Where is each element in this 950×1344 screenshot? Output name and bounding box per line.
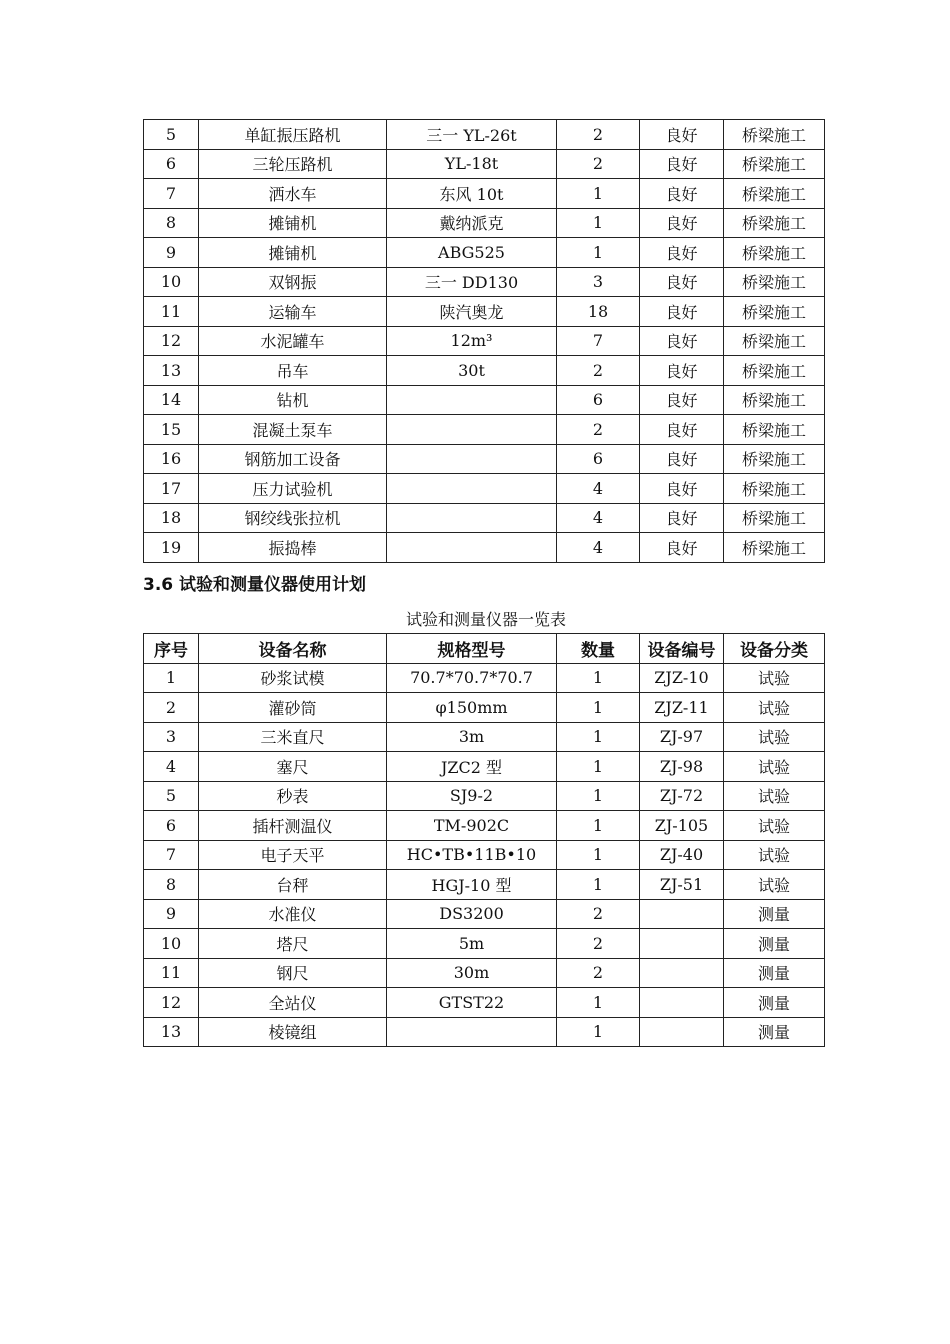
cell-index: 2 [144,693,199,723]
cell-index: 12 [144,326,199,356]
cell-category: 试验 [724,693,825,723]
cell-index: 11 [144,297,199,327]
cell-index: 6 [144,149,199,179]
table-row [144,693,825,723]
cell-quantity: 4 [557,503,640,533]
cell-name: 压力试验机 [199,474,387,504]
cell-category: 试验 [724,722,825,752]
cell-category: 试验 [724,870,825,900]
cell-code [640,958,724,988]
section-heading: 3.6 试验和测量仪器使用计划 [143,575,367,595]
header-model: 规格型号 [387,634,557,664]
table-row [144,503,825,533]
instrument-table-body [144,663,825,1047]
table-row [144,385,825,415]
cell-name: 电子天平 [199,840,387,870]
cell-name: 全站仪 [199,988,387,1018]
table-row [144,208,825,238]
cell-code: ZJ-51 [640,870,724,900]
cell-status: 良好 [640,238,724,268]
table-row [144,929,825,959]
cell-quantity: 4 [557,533,640,563]
cell-code [640,929,724,959]
cell-name: 吊车 [199,356,387,386]
cell-quantity: 6 [557,385,640,415]
table-row [144,120,825,150]
cell-model [387,533,557,563]
cell-index: 17 [144,474,199,504]
table-row [144,179,825,209]
cell-name: 三轮压路机 [199,149,387,179]
cell-code: ZJ-105 [640,811,724,841]
cell-category: 桥梁施工 [724,474,825,504]
cell-category: 桥梁施工 [724,267,825,297]
cell-index: 14 [144,385,199,415]
cell-model: SJ9-2 [387,781,557,811]
cell-status: 良好 [640,149,724,179]
cell-name: 棱镜组 [199,1017,387,1047]
cell-quantity: 2 [557,149,640,179]
cell-index: 9 [144,899,199,929]
cell-name: 台秤 [199,870,387,900]
cell-code [640,1017,724,1047]
table-row [144,870,825,900]
cell-model: TM-902C [387,811,557,841]
cell-model [387,1017,557,1047]
header-name: 设备名称 [199,634,387,664]
table-row [144,663,825,693]
cell-code [640,899,724,929]
cell-name: 洒水车 [199,179,387,209]
cell-index: 7 [144,179,199,209]
cell-status: 良好 [640,415,724,445]
cell-status: 良好 [640,120,724,150]
cell-category: 桥梁施工 [724,120,825,150]
header-quantity: 数量 [557,634,640,664]
table-row [144,297,825,327]
cell-name: 水准仪 [199,899,387,929]
cell-quantity: 1 [557,1017,640,1047]
cell-code: ZJ-72 [640,781,724,811]
table-header-row [144,634,825,664]
cell-quantity: 1 [557,811,640,841]
cell-category: 桥梁施工 [724,503,825,533]
cell-name: 钻机 [199,385,387,415]
table-row [144,356,825,386]
cell-quantity: 2 [557,120,640,150]
cell-model: 戴纳派克 [387,208,557,238]
cell-model: 3m [387,722,557,752]
table-row [144,840,825,870]
header-category: 设备分类 [724,634,825,664]
cell-name: 秒表 [199,781,387,811]
cell-name: 塔尺 [199,929,387,959]
cell-code: ZJ-40 [640,840,724,870]
cell-model: JZC2 型 [387,752,557,782]
table-row [144,415,825,445]
cell-code: ZJZ-10 [640,663,724,693]
cell-index: 11 [144,958,199,988]
cell-index: 19 [144,533,199,563]
table-row [144,899,825,929]
cell-model [387,385,557,415]
cell-index: 10 [144,929,199,959]
cell-category: 测量 [724,929,825,959]
instrument-table [143,633,825,1047]
cell-name: 摊铺机 [199,208,387,238]
cell-name: 双钢振 [199,267,387,297]
cell-quantity: 1 [557,693,640,723]
cell-quantity: 2 [557,415,640,445]
cell-category: 桥梁施工 [724,415,825,445]
table-row [144,444,825,474]
cell-category: 桥梁施工 [724,385,825,415]
cell-model [387,415,557,445]
cell-category: 桥梁施工 [724,326,825,356]
cell-quantity: 7 [557,326,640,356]
cell-category: 桥梁施工 [724,179,825,209]
cell-name: 三米直尺 [199,722,387,752]
cell-model: φ150mm [387,693,557,723]
cell-name: 插杆测温仪 [199,811,387,841]
cell-category: 测量 [724,1017,825,1047]
cell-quantity: 18 [557,297,640,327]
cell-category: 桥梁施工 [724,238,825,268]
cell-quantity: 1 [557,988,640,1018]
cell-index: 6 [144,811,199,841]
cell-quantity: 2 [557,899,640,929]
cell-category: 试验 [724,840,825,870]
table-row [144,752,825,782]
cell-index: 10 [144,267,199,297]
cell-model: 5m [387,929,557,959]
header-index: 序号 [144,634,199,664]
cell-index: 5 [144,120,199,150]
cell-name: 砂浆试模 [199,663,387,693]
cell-model: GTST22 [387,988,557,1018]
equipment-table-body [144,120,825,563]
cell-category: 桥梁施工 [724,533,825,563]
cell-name: 运输车 [199,297,387,327]
cell-model: HGJ-10 型 [387,870,557,900]
cell-status: 良好 [640,208,724,238]
cell-quantity: 2 [557,958,640,988]
cell-name: 钢尺 [199,958,387,988]
cell-model: 30m [387,958,557,988]
cell-index: 18 [144,503,199,533]
cell-name: 单缸振压路机 [199,120,387,150]
cell-index: 16 [144,444,199,474]
cell-status: 良好 [640,503,724,533]
cell-model: 三一 DD130 [387,267,557,297]
cell-category: 桥梁施工 [724,149,825,179]
cell-model: 三一 YL-26t [387,120,557,150]
cell-model: 12m³ [387,326,557,356]
table-row [144,722,825,752]
cell-quantity: 1 [557,179,640,209]
cell-index: 8 [144,208,199,238]
table-row [144,267,825,297]
cell-quantity: 1 [557,870,640,900]
cell-model: DS3200 [387,899,557,929]
table-row [144,533,825,563]
cell-model: ABG525 [387,238,557,268]
cell-quantity: 2 [557,356,640,386]
cell-name: 钢绞线张拉机 [199,503,387,533]
cell-code: ZJZ-11 [640,693,724,723]
cell-index: 5 [144,781,199,811]
cell-model [387,474,557,504]
cell-code: ZJ-98 [640,752,724,782]
cell-model: HC•TB•11B•10 [387,840,557,870]
table-row [144,238,825,268]
cell-status: 良好 [640,297,724,327]
cell-category: 试验 [724,781,825,811]
cell-model: 30t [387,356,557,386]
cell-quantity: 2 [557,929,640,959]
cell-status: 良好 [640,267,724,297]
cell-index: 4 [144,752,199,782]
cell-name: 水泥罐车 [199,326,387,356]
cell-quantity: 6 [557,444,640,474]
table-row [144,474,825,504]
cell-category: 试验 [724,752,825,782]
equipment-table [143,119,825,563]
cell-name: 摊铺机 [199,238,387,268]
table-caption: 试验和测量仪器一览表 [405,610,566,629]
cell-model [387,503,557,533]
cell-quantity: 1 [557,663,640,693]
cell-status: 良好 [640,533,724,563]
table-row [144,811,825,841]
cell-status: 良好 [640,356,724,386]
cell-status: 良好 [640,179,724,209]
cell-status: 良好 [640,385,724,415]
cell-quantity: 1 [557,781,640,811]
cell-index: 13 [144,356,199,386]
cell-quantity: 3 [557,267,640,297]
cell-category: 测量 [724,899,825,929]
cell-index: 9 [144,238,199,268]
cell-status: 良好 [640,444,724,474]
cell-index: 13 [144,1017,199,1047]
cell-category: 桥梁施工 [724,297,825,327]
cell-category: 桥梁施工 [724,208,825,238]
cell-model: YL-18t [387,149,557,179]
header-code: 设备编号 [640,634,724,664]
table-row [144,149,825,179]
cell-status: 良好 [640,474,724,504]
cell-quantity: 1 [557,840,640,870]
cell-index: 15 [144,415,199,445]
cell-model: 70.7*70.7*70.7 [387,663,557,693]
cell-category: 桥梁施工 [724,356,825,386]
cell-quantity: 1 [557,238,640,268]
cell-index: 3 [144,722,199,752]
cell-code: ZJ-97 [640,722,724,752]
cell-status: 良好 [640,326,724,356]
cell-category: 桥梁施工 [724,444,825,474]
cell-name: 灌砂筒 [199,693,387,723]
cell-name: 混凝土泵车 [199,415,387,445]
cell-category: 试验 [724,811,825,841]
table-row [144,988,825,1018]
cell-quantity: 1 [557,722,640,752]
cell-code [640,988,724,1018]
cell-category: 测量 [724,958,825,988]
cell-name: 钢筋加工设备 [199,444,387,474]
cell-category: 试验 [724,663,825,693]
cell-model [387,444,557,474]
cell-model: 陕汽奥龙 [387,297,557,327]
table-row [144,781,825,811]
cell-index: 8 [144,870,199,900]
cell-quantity: 1 [557,208,640,238]
cell-model: 东风 10t [387,179,557,209]
table-row [144,958,825,988]
cell-index: 1 [144,663,199,693]
cell-index: 7 [144,840,199,870]
cell-name: 塞尺 [199,752,387,782]
table-row [144,326,825,356]
cell-category: 测量 [724,988,825,1018]
table-row [144,1017,825,1047]
cell-index: 12 [144,988,199,1018]
cell-quantity: 4 [557,474,640,504]
cell-quantity: 1 [557,752,640,782]
cell-name: 振捣棒 [199,533,387,563]
